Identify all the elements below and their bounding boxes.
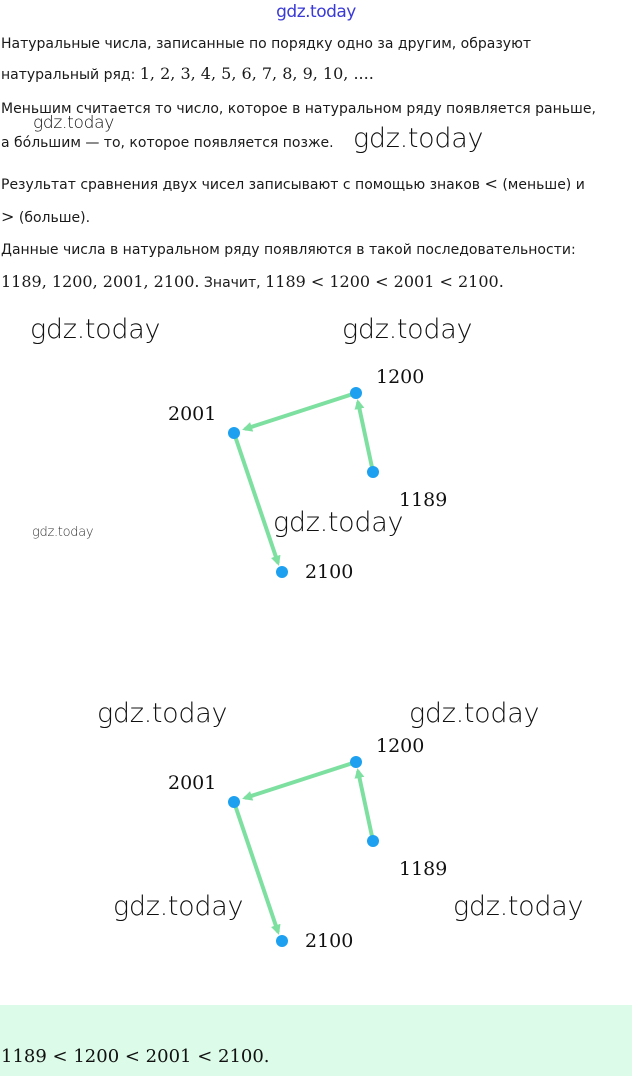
sequence: 1189, 1200, 2001, 2100. bbox=[1, 272, 200, 291]
p1-line2 bbox=[1, 64, 374, 85]
p2-line1: Меньшим считается то число, которое в натуральном ряду появляется раньше, bbox=[1, 101, 596, 117]
natural-series: 1, 2, 3, 4, 5, 6, 7, 8, 9, 10, .... bbox=[139, 64, 374, 83]
diagram-1 bbox=[0, 360, 632, 600]
arrow-1200-to-2001 bbox=[245, 762, 356, 798]
label-1200: 1200 bbox=[376, 366, 425, 388]
node-1189 bbox=[367, 466, 379, 478]
p1-line1: Натуральные числа, записанные по порядку одно за другим, образуют bbox=[1, 36, 532, 52]
node-2001 bbox=[228, 427, 240, 439]
p2-line2: а бо́льшим — то, которое появляется позже. bbox=[1, 135, 334, 151]
p4-text: Значит, bbox=[199, 275, 266, 291]
p4-line2 bbox=[1, 272, 504, 293]
p3-line2 bbox=[1, 207, 90, 228]
greater-sign: > bbox=[1, 207, 15, 226]
watermark-text: gdz.today bbox=[342, 314, 473, 345]
label-2100: 2100 bbox=[305, 561, 354, 583]
label-1189: 1189 bbox=[399, 489, 448, 511]
watermark-text: gdz.today bbox=[453, 891, 584, 922]
label-1200: 1200 bbox=[376, 735, 425, 757]
node-1189 bbox=[367, 835, 379, 847]
p1-line2-text: натуральный ряд: bbox=[1, 67, 140, 83]
node-1200 bbox=[350, 387, 362, 399]
less-sign: < bbox=[484, 174, 498, 193]
label-2100: 2100 bbox=[305, 930, 354, 952]
diagram-2 bbox=[0, 730, 632, 970]
p3-tail: (меньше) и bbox=[497, 177, 585, 193]
watermark-text: gdz.today bbox=[409, 698, 540, 729]
label-2001: 2001 bbox=[168, 772, 217, 794]
watermark-text: gdz.today bbox=[32, 525, 94, 540]
arrow-1189-to-1200 bbox=[358, 402, 373, 472]
p3-line2-text: (больше). bbox=[14, 210, 91, 226]
node-2001 bbox=[228, 796, 240, 808]
top-watermark: gdz.today bbox=[276, 2, 356, 22]
node-2100 bbox=[276, 935, 288, 947]
p4-line1: Данные числа в натуральном ряду появляются в такой последовательности: bbox=[1, 242, 576, 258]
arrow-2001-to-2100 bbox=[234, 433, 278, 563]
p3-text: Результат сравнения двух чисел записывают с помощью знаков bbox=[1, 177, 485, 193]
answer-text: 1189 < 1200 < 2001 < 2100. bbox=[1, 1046, 270, 1067]
arrow-1200-to-2001 bbox=[245, 393, 356, 429]
watermark-text: gdz.today bbox=[353, 123, 484, 154]
watermark-text: gdz.today bbox=[30, 314, 161, 345]
watermark-text: gdz.today bbox=[33, 113, 114, 133]
arrow-1189-to-1200 bbox=[358, 771, 373, 841]
watermark-text: gdz.today bbox=[273, 507, 404, 538]
watermark-text: gdz.today bbox=[113, 891, 244, 922]
inequality: 1189 < 1200 < 2001 < 2100. bbox=[265, 272, 504, 291]
watermark-text: gdz.today bbox=[97, 698, 228, 729]
label-2001: 2001 bbox=[168, 403, 217, 425]
node-2100 bbox=[276, 566, 288, 578]
node-1200 bbox=[350, 756, 362, 768]
label-1189: 1189 bbox=[399, 858, 448, 880]
p3-line1 bbox=[1, 174, 585, 195]
